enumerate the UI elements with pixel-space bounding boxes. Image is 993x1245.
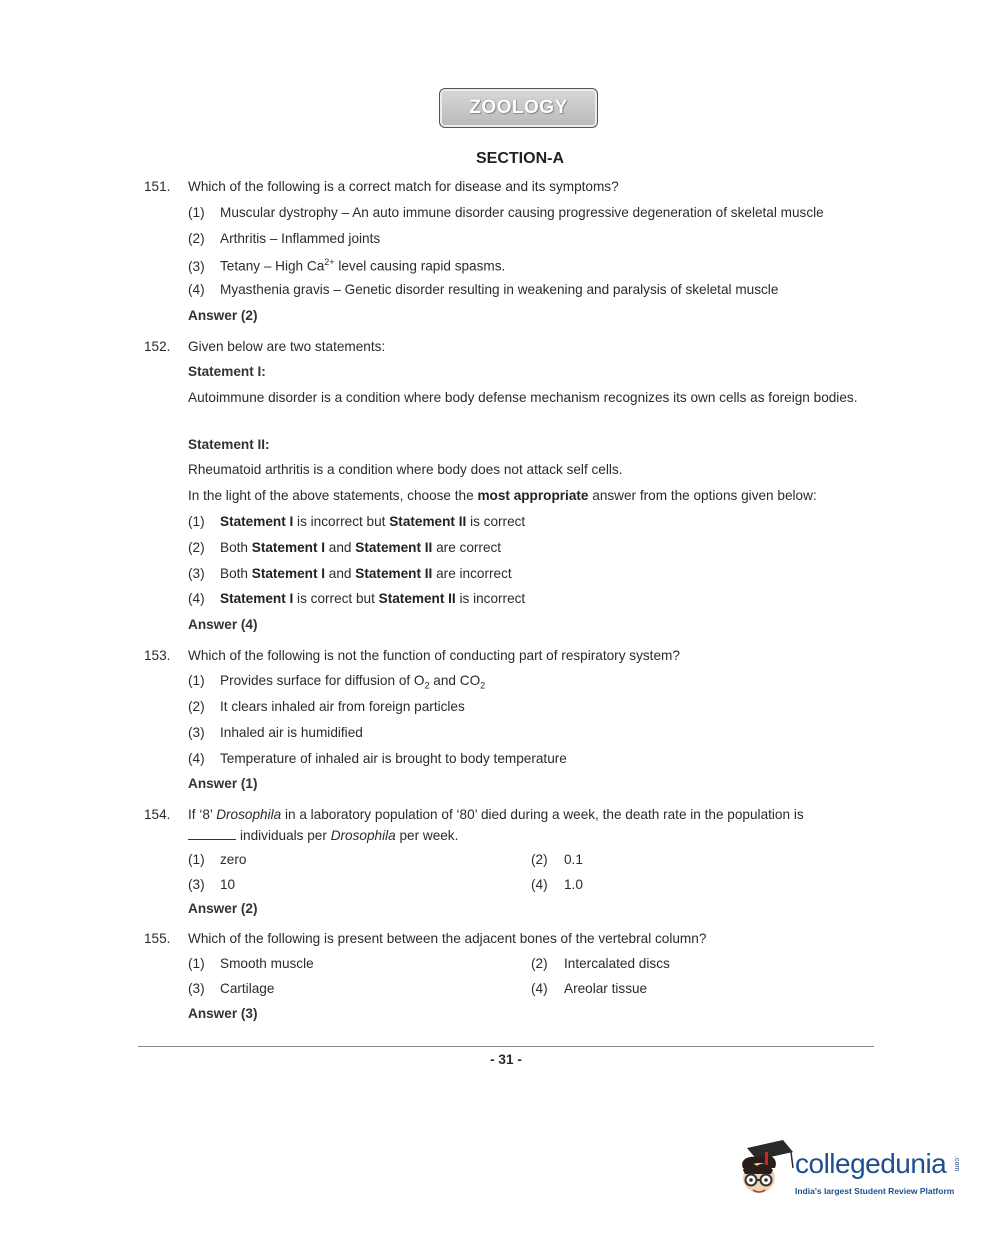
option-part: and xyxy=(325,540,356,555)
option-text: Cartilage xyxy=(220,981,275,996)
option-part: Statement II xyxy=(355,540,433,555)
brand-name: collegedunia xyxy=(795,1148,947,1179)
option-number: (2) xyxy=(188,540,205,555)
option xyxy=(188,566,512,581)
option-part: is correct but xyxy=(293,591,379,606)
section-title: SECTION-A xyxy=(476,150,564,167)
option-number: (1) xyxy=(188,852,205,867)
option xyxy=(188,852,246,867)
option-part: is incorrect but xyxy=(293,514,390,529)
option-text: Arthritis – Inflammed joints xyxy=(220,231,381,246)
option xyxy=(531,852,583,867)
option xyxy=(188,591,525,606)
option-subscript: 2 xyxy=(424,680,430,691)
option xyxy=(188,514,525,529)
option-number: (4) xyxy=(188,751,205,766)
option-number: (2) xyxy=(531,852,548,867)
option-text: Intercalated discs xyxy=(564,956,670,971)
option-part: are correct xyxy=(432,540,502,555)
option-superscript: 2+ xyxy=(324,257,335,267)
option-part: are incorrect xyxy=(432,566,512,581)
option-part: Both xyxy=(220,540,252,555)
question-number: 153. xyxy=(144,648,171,663)
option-part: Statement I xyxy=(251,566,326,581)
option xyxy=(188,725,363,740)
option xyxy=(188,751,567,766)
fill-blank xyxy=(188,827,236,840)
option xyxy=(188,205,824,220)
question-text: Which of the following is not the function of conducting part of respiratory system? xyxy=(188,648,680,663)
option-number: (1) xyxy=(188,956,205,971)
option-part: Statement II xyxy=(378,591,456,606)
option-text: zero xyxy=(220,852,247,867)
option xyxy=(188,956,314,971)
statement-label: Statement I: xyxy=(188,364,266,379)
option-number: (3) xyxy=(188,877,205,892)
option-number: (4) xyxy=(188,282,205,297)
question-number: 151. xyxy=(144,179,171,194)
option xyxy=(188,981,274,996)
brand-domain: .com xyxy=(953,1156,960,1172)
option-text: It clears inhaled air from foreign particles xyxy=(220,699,465,714)
option-number: (3) xyxy=(188,981,205,996)
question-text-b: in a laboratory population of ‘80’ died during a week, the death rate in the population is xyxy=(281,807,804,822)
subject-banner: ZOOLOGY xyxy=(439,88,598,128)
option-text-pre: Provides surface for diffusion of O xyxy=(220,673,425,688)
option xyxy=(188,257,505,274)
question-text: Given below are two statements: xyxy=(188,339,386,354)
question-number: 154. xyxy=(144,807,171,822)
question-text-a: individuals per xyxy=(240,828,331,843)
option-number: (1) xyxy=(188,514,205,529)
question-number: 152. xyxy=(144,339,171,354)
option xyxy=(188,699,465,714)
answer: Answer (2) xyxy=(188,901,258,916)
option xyxy=(188,231,380,246)
option-text: 0.1 xyxy=(564,852,583,867)
question-text-italic: Drosophila xyxy=(216,807,282,822)
option-text: Myasthenia gravis – Genetic disorder resulting in weakening and paralysis of skeletal muscle xyxy=(220,282,779,297)
option-text-post: level causing rapid spasms. xyxy=(334,258,506,274)
answer: Answer (2) xyxy=(188,308,258,323)
question-text-b: per week. xyxy=(395,828,459,843)
option-number: (2) xyxy=(188,699,205,714)
question-text-a: If ‘8’ xyxy=(188,807,217,822)
option-number: (3) xyxy=(188,258,205,274)
question-text xyxy=(188,807,868,822)
option-number: (4) xyxy=(531,877,548,892)
question-text: Which of the following is present between the adjacent bones of the vertebral column? xyxy=(188,931,707,946)
option-part: is incorrect xyxy=(455,591,526,606)
brand-tagline: India's largest Student Review Platform xyxy=(795,1186,955,1196)
option xyxy=(531,981,647,996)
option xyxy=(188,877,235,892)
option-number: (3) xyxy=(188,725,205,740)
option xyxy=(188,282,778,297)
option-text: 1.0 xyxy=(564,877,583,892)
option-part: Statement I xyxy=(220,514,294,529)
answer: Answer (3) xyxy=(188,1006,258,1021)
option-number: (3) xyxy=(188,566,205,581)
option xyxy=(188,540,501,555)
option-text: Inhaled air is humidified xyxy=(220,725,363,740)
answer: Answer (4) xyxy=(188,617,258,632)
option-text: 10 xyxy=(220,877,236,892)
instruction-post: answer from the options given below: xyxy=(588,488,817,503)
option-part: Statement I xyxy=(251,540,326,555)
option-text-mid: and CO xyxy=(429,673,481,688)
question-text-italic: Drosophila xyxy=(330,828,396,843)
question-text: Which of the following is a correct match for disease and its symptoms? xyxy=(188,179,619,194)
option-number: (4) xyxy=(531,981,548,996)
option-text: Muscular dystrophy – An auto immune disorder causing progressive degeneration of skeletal muscle xyxy=(220,205,824,220)
option xyxy=(188,673,485,691)
option-part: Statement I xyxy=(220,591,294,606)
instruction-emphasis: most appropriate xyxy=(477,488,589,503)
option-number: (2) xyxy=(188,231,205,246)
option-part: Statement II xyxy=(389,514,467,529)
option-text: Smooth muscle xyxy=(220,956,314,971)
statement-label: Statement II: xyxy=(188,437,270,452)
option-text-pre: Tetany – High Ca xyxy=(220,258,325,274)
option-text: Areolar tissue xyxy=(564,981,648,996)
instruction-text xyxy=(188,488,868,503)
option-part: Statement II xyxy=(355,566,433,581)
mascot-icon xyxy=(735,1138,797,1208)
statement-text: Autoimmune disorder is a condition where body defense mechanism recognizes its own cells as foreign bodies. xyxy=(188,390,858,405)
page-number: - 31 - xyxy=(490,1052,522,1067)
footer-divider xyxy=(138,1046,874,1047)
option xyxy=(531,956,670,971)
option-text: Temperature of inhaled air is brought to body temperature xyxy=(220,751,567,766)
option xyxy=(531,877,583,892)
statement-text: Rheumatoid arthritis is a condition where body does not attack self cells. xyxy=(188,462,623,477)
option-number: (4) xyxy=(188,591,205,606)
option-subscript: 2 xyxy=(480,680,486,691)
option-number: (1) xyxy=(188,205,205,220)
option-part: is correct xyxy=(466,514,526,529)
question-number: 155. xyxy=(144,931,171,946)
option-number: (1) xyxy=(188,673,205,688)
brand-logo xyxy=(735,1138,965,1208)
question-text-line2 xyxy=(188,827,868,843)
option-part: and xyxy=(325,566,356,581)
option-number: (2) xyxy=(531,956,548,971)
option-part: Both xyxy=(220,566,252,581)
answer: Answer (1) xyxy=(188,776,258,791)
instruction-pre: In the light of the above statements, choose the xyxy=(188,488,478,503)
